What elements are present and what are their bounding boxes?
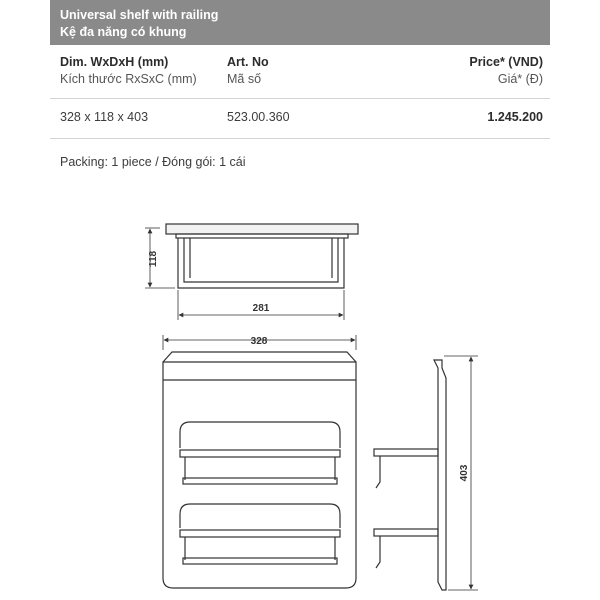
side-view-back-plate <box>434 360 446 590</box>
front-view-upper-shelf <box>180 450 340 457</box>
front-view-upper-cutout <box>180 422 340 448</box>
cell-art-no: 523.00.360 <box>227 110 290 124</box>
packing-info: Packing: 1 piece / Đóng gói: 1 cái <box>60 155 246 169</box>
cell-dimensions: 328 x 118 x 403 <box>60 110 149 124</box>
dim-total-width-label: 328 <box>250 336 268 347</box>
top-view-rail-inner <box>184 238 338 282</box>
top-view <box>166 224 358 288</box>
front-view-back-plate <box>163 362 356 588</box>
column-art-no-en: Art. No <box>227 55 269 69</box>
top-view-back-plate-lip <box>176 234 348 238</box>
front-view-lower-railing <box>183 558 337 564</box>
side-view-lower-shelf <box>374 529 438 536</box>
cell-price: 1.245.200 <box>487 110 543 124</box>
column-art-no-vn: Mã số <box>227 72 262 86</box>
title-english: Universal shelf with railing <box>60 8 219 22</box>
side-view-upper-shelf <box>374 449 438 456</box>
side-view-lower-rail <box>376 536 380 568</box>
column-price-en: Price* (VND) <box>469 55 543 69</box>
dim-height-label: 403 <box>459 464 470 482</box>
top-view-rail-outer <box>178 238 344 288</box>
front-view-lower-cutout <box>180 504 340 528</box>
front-view <box>163 352 356 588</box>
side-view <box>374 360 446 590</box>
column-dimensions-vn: Kích thước RxSxC (mm) <box>60 72 197 86</box>
side-view-upper-rail <box>376 456 380 488</box>
front-view-lower-shelf <box>180 530 340 537</box>
top-view-back-plate <box>166 224 358 234</box>
column-price-vn: Giá* (Đ) <box>497 72 543 86</box>
dim-depth-label: 118 <box>148 250 159 268</box>
front-view-top-edge <box>163 352 356 362</box>
title-vietnamese: Kệ đa năng có khung <box>60 25 187 39</box>
dim-inner-width-label: 281 <box>252 303 270 314</box>
front-view-upper-railing <box>183 478 337 484</box>
column-dimensions-en: Dim. WxDxH (mm) <box>60 55 169 69</box>
